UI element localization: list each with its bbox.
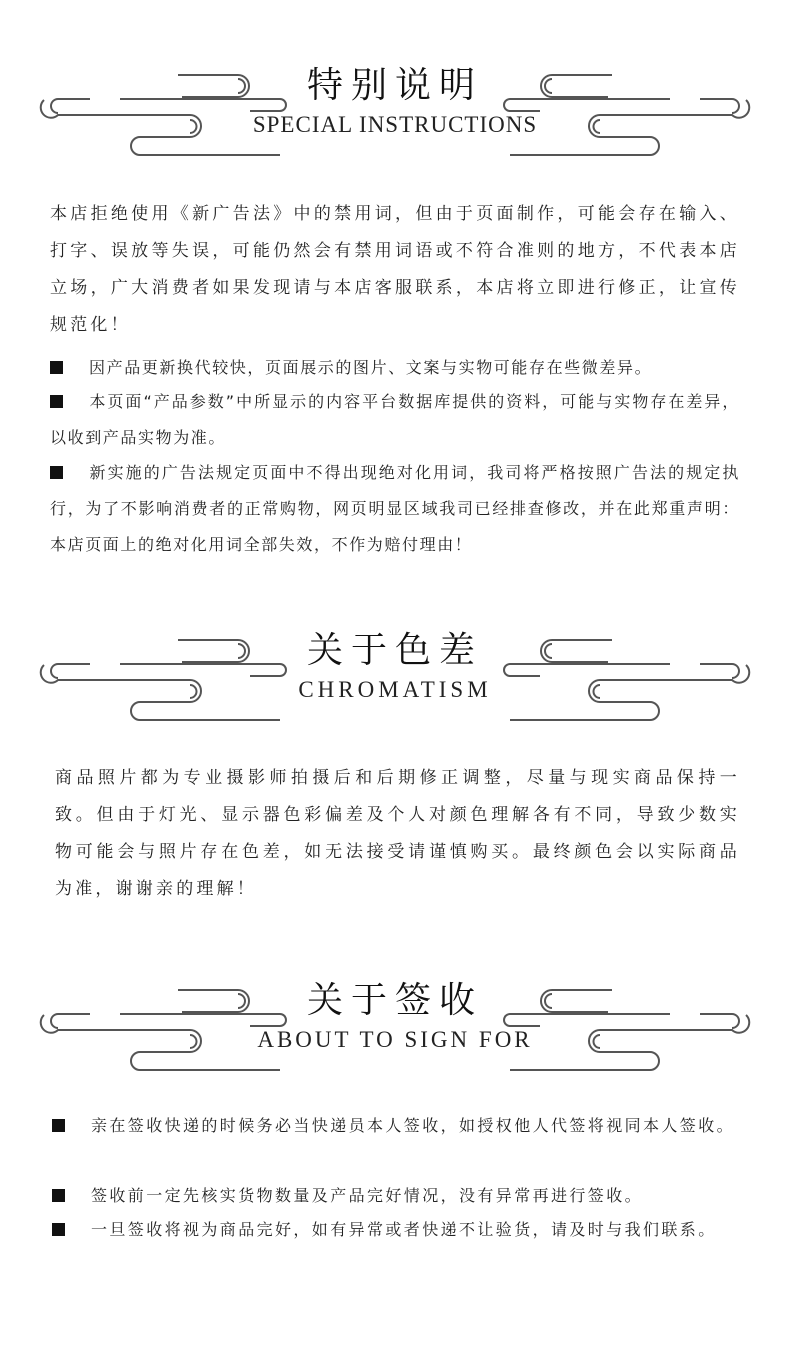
- bullet-text: 一旦签收将视为商品完好，如有异常或者快递不让验货，请及时与我们联系。: [91, 1220, 717, 1239]
- square-bullet-icon: [50, 466, 63, 479]
- special-bullet-2: [50, 384, 740, 456]
- bullet-text: 新实施的广告法规定页面中不得出现绝对化用词，我司将严格按照广告法的规定执行，为了不影响消费者的正常购物，网页明显区域我司已经排查修改，并在此郑重声明：本店页面上的绝对化用词全部失效，不作为赔付理由！: [50, 463, 740, 554]
- square-bullet-icon: [50, 361, 63, 374]
- square-bullet-icon: [52, 1189, 65, 1202]
- section-subtitle: SPECIAL INSTRUCTIONS: [252, 112, 538, 137]
- square-bullet-icon: [52, 1223, 65, 1236]
- sign-bullet-2: [52, 1178, 748, 1214]
- sign-bullet-1: [52, 1108, 748, 1144]
- special-bullet-3: [50, 455, 740, 563]
- square-bullet-icon: [50, 395, 63, 408]
- special-header: [0, 55, 790, 175]
- sign-bullet-3: [52, 1212, 748, 1248]
- section-subtitle: CHROMATISM: [298, 677, 492, 702]
- square-bullet-icon: [52, 1119, 65, 1132]
- chroma-text: 商品照片都为专业摄影师拍摄后和后期修正调整，尽量与现实商品保持一致。但由于灯光、显示器色彩偏差及个人对颜色理解各有不同，导致少数实物可能会与照片存在色差，如无法接受请谨慎购买。最终颜色会以实际商品为准，谢谢亲的理解！: [55, 768, 740, 899]
- chroma-header: [0, 620, 790, 740]
- section-title: 特别说明: [306, 65, 483, 106]
- sign-header: [0, 970, 790, 1090]
- section-subtitle: ABOUT TO SIGN FOR: [257, 1027, 533, 1052]
- section-title: 关于色差: [306, 630, 483, 671]
- special-bullet-1: [50, 350, 740, 386]
- bullet-text: 本页面“产品参数”中所显示的内容平台数据库提供的资料，可能与实物存在差异，以收到产品实物为准。: [50, 392, 740, 447]
- section-title: 关于签收: [306, 980, 483, 1021]
- bullet-text: 因产品更新换代较快，页面展示的图片、文案与实物可能存在些微差异。: [89, 358, 653, 377]
- bullet-text: 亲在签收快递的时候务必当快递员本人签收，如授权他人代签将视同本人签收。: [91, 1116, 736, 1135]
- special-intro: 本店拒绝使用《新广告法》中的禁用词，但由于页面制作，可能会存在输入、打字、误放等失误，可能仍然会有禁用词语或不符合准则的地方，不代表本店立场，广大消费者如果发现请与本店客服联系，本店将立即进行修正，让宣传规范化！: [50, 204, 740, 335]
- bullet-text: 签收前一定先核实货物数量及产品完好情况，没有异常再进行签收。: [91, 1186, 644, 1205]
